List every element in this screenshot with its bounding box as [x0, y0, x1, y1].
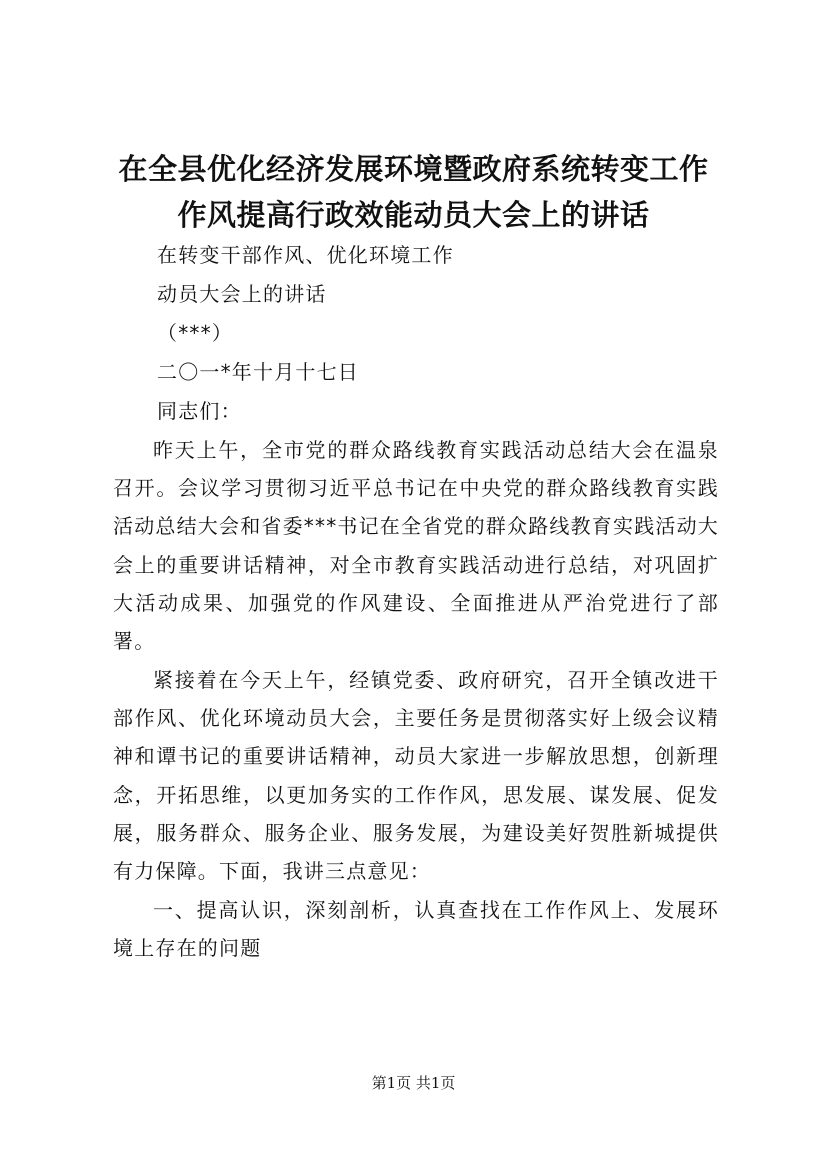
- page-footer: 第1页 共1页: [371, 1074, 456, 1092]
- paragraph-1: 昨天上午，全市党的群众路线教育实践活动总结大会在温泉召开。会议学习贯彻习近平总书记在中央党的群众路线教育实践活动总结大会和省委***书记在全省党的群众路线教育实践活动大会上的重要讲话精神，对全市教育实践活动进行总结，对巩固扩大活动成果、加强党的作风建设、全面推进从严治党进行了部署。: [113, 438, 719, 654]
- speech-date: 二〇一*年十月十七日: [157, 360, 359, 384]
- paragraph-2: 紧接着在今天上午，经镇党委、政府研究，召开全镇改进干部作风、优化环境动员大会，主要任务是贯彻落实好上级会议精神和谭书记的重要讲话精神，动员大家进一步解放思想，创新理念，开拓思维，以更加务实的工作作风，思发展、谋发展、促发展，服务群众、服务企业、服务发展，为建设美好贺胜新城提供有力保障。下面，我讲三点意见：: [113, 668, 719, 884]
- speaker: （***）: [157, 321, 233, 345]
- section-heading-1: 一、提高认识，深刻剖析，认真查找在工作作风上、发展环境上存在的问题: [113, 898, 719, 961]
- subtitle-line-2: 动员大会上的讲话: [157, 282, 327, 306]
- document-title: [100, 146, 727, 238]
- salutation: 同志们：: [157, 399, 242, 423]
- document-body: [113, 236, 719, 968]
- title-line-1: 在全县优化经济发展环境暨政府系统转变工作: [118, 152, 709, 186]
- subtitle-line-1: 在转变干部作风、优化环境工作: [157, 243, 454, 267]
- title-line-2: 作风提高行政效能动员大会上的讲话: [177, 198, 650, 232]
